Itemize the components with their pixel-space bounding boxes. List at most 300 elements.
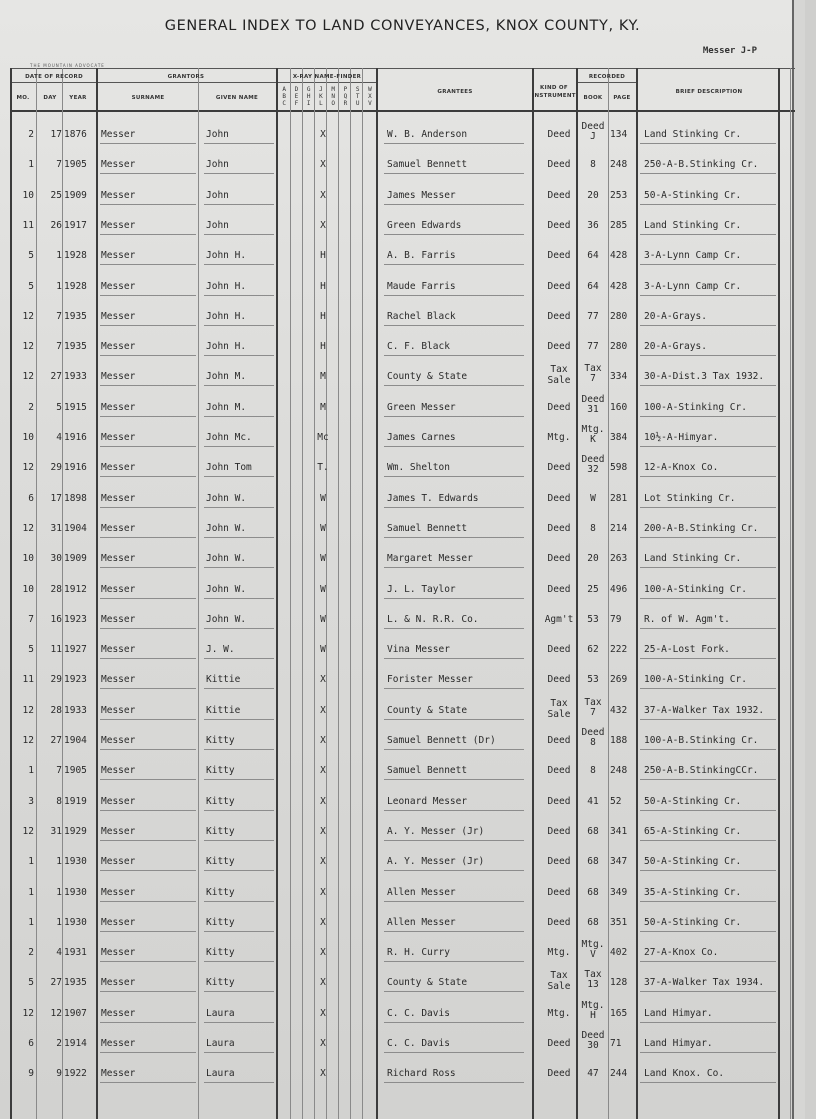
grantee-name: Richard Ross — [387, 1068, 456, 1080]
grantor-given-name: John — [206, 219, 229, 231]
instrument-kind: Deed — [547, 129, 571, 140]
grantor-given-name: Kitty — [206, 795, 235, 807]
row-underline — [384, 688, 524, 689]
finder-letter: K — [319, 93, 323, 100]
grantor-given-name: John W. — [206, 492, 247, 504]
record-month: 12 — [22, 522, 34, 534]
table-row — [0, 212, 805, 242]
row-underline — [204, 325, 274, 326]
table-row — [0, 939, 805, 969]
record-month: 1 — [28, 765, 34, 777]
record-day: 2 — [56, 1038, 62, 1049]
table-row — [0, 697, 805, 727]
record-month: 2 — [28, 947, 34, 959]
record-day: 27 — [50, 371, 62, 383]
row-underline — [384, 870, 524, 871]
table-row — [0, 909, 805, 939]
record-day: 29 — [50, 462, 62, 474]
brief-description: 50-A-Stinking Cr. — [644, 916, 742, 928]
instrument-kind: Deed — [547, 765, 571, 777]
row-underline — [204, 507, 274, 508]
row-underline — [100, 385, 196, 386]
grantee-name: J. L. Taylor — [387, 583, 456, 595]
grantor-given-name: John Tom — [206, 462, 252, 474]
record-book: W — [590, 492, 596, 504]
row-underline — [384, 385, 524, 386]
row-underline — [100, 325, 196, 326]
table-row — [0, 242, 805, 272]
grantor-given-name: Kittie — [206, 704, 241, 716]
record-month: 6 — [28, 492, 34, 504]
finder-mark: M — [320, 401, 326, 413]
record-book: 8 — [590, 765, 596, 777]
record-page: 402 — [610, 947, 628, 959]
record-page: 428 — [610, 250, 628, 262]
record-month: 11 — [22, 674, 34, 686]
row-underline — [204, 446, 274, 447]
instrument-kind: Mtg. — [547, 947, 571, 959]
row-underline — [204, 870, 274, 871]
row-underline — [384, 1082, 524, 1083]
row-underline — [640, 173, 776, 174]
record-day: 1 — [56, 856, 62, 868]
row-underline — [100, 416, 196, 417]
row-underline — [204, 567, 274, 568]
finder-mark: X — [320, 189, 326, 201]
finder-mark: X — [320, 1007, 326, 1019]
brief-description: 3-A-Lynn Camp Cr. — [644, 250, 742, 262]
finder-letter-row — [278, 93, 376, 100]
record-month: 12 — [22, 704, 34, 716]
grantor-surname: Messer — [101, 462, 136, 474]
row-underline — [384, 446, 524, 447]
record-month: 12 — [22, 735, 34, 746]
record-book: 68 — [587, 856, 599, 868]
header-xray-finder: X-RAY NAME-FINDER — [292, 74, 362, 80]
finder-mark: X — [320, 1068, 326, 1080]
header-grantees: GRANTEES — [437, 89, 473, 95]
record-book: 13 — [587, 979, 599, 991]
finder-letter: J — [319, 86, 323, 93]
row-underline — [640, 204, 776, 205]
row-underline — [204, 598, 274, 599]
row-underline — [640, 658, 776, 659]
row-underline — [640, 234, 776, 235]
record-day: 11 — [50, 644, 62, 656]
record-page: 222 — [610, 644, 628, 656]
table-row — [0, 576, 805, 606]
record-page: 244 — [610, 1068, 628, 1080]
grantor-given-name: Kittie — [206, 674, 241, 686]
grantor-surname: Messer — [101, 189, 136, 201]
record-page: 165 — [610, 1007, 628, 1019]
record-month: 10 — [22, 432, 34, 443]
table-row — [0, 879, 805, 909]
record-book: 41 — [587, 795, 599, 807]
brief-description: Land Himyar. — [644, 1007, 713, 1019]
grantor-surname: Messer — [101, 704, 136, 716]
instrument-kind: Deed — [547, 341, 571, 353]
brief-description: R. of W. Agm't. — [644, 613, 730, 625]
row-underline — [640, 991, 776, 992]
row-underline — [640, 870, 776, 871]
row-underline — [384, 658, 524, 659]
row-underline — [100, 507, 196, 508]
table-row — [0, 1000, 805, 1030]
row-underline — [640, 688, 776, 689]
row-underline — [384, 567, 524, 568]
table-row — [0, 515, 805, 545]
header-grantors: GRANTORS — [167, 74, 205, 80]
record-month: 1 — [28, 916, 34, 928]
instrument-kind: Deed — [547, 462, 571, 474]
finder-letter: X — [368, 93, 372, 100]
brief-description: 20-A-Grays. — [644, 310, 707, 322]
record-month: 3 — [28, 795, 34, 807]
record-month: 12 — [22, 825, 34, 837]
finder-letter: N — [331, 93, 335, 100]
book-note: Deed — [581, 454, 605, 466]
record-year: 1917 — [64, 219, 87, 231]
instrument-kind: Agm't — [544, 613, 574, 625]
grantor-surname: Messer — [101, 280, 136, 292]
brief-description: 3-A-Lynn Camp Cr. — [644, 280, 742, 292]
finder-mark: X — [320, 856, 326, 868]
record-year: 1922 — [64, 1068, 87, 1080]
table-row — [0, 394, 805, 424]
publisher-imprint: THE MOUNTAIN ADVOCATE — [30, 63, 105, 68]
row-underline — [100, 476, 196, 477]
brief-description: Land Knox. Co. — [644, 1068, 725, 1080]
record-month: 5 — [28, 250, 34, 262]
brief-description: 100-A-B.Stinking Cr. — [644, 735, 759, 746]
record-page: 134 — [610, 129, 628, 140]
table-row — [0, 454, 805, 484]
record-page: 280 — [610, 341, 628, 353]
grantor-given-name: Kitty — [206, 825, 235, 837]
table-row — [0, 303, 805, 333]
row-underline — [100, 628, 196, 629]
record-year: 1928 — [64, 250, 87, 262]
finder-letter: V — [368, 100, 372, 107]
brief-description: Land Stinking Cr. — [644, 219, 742, 231]
book-note: Mtg. — [581, 424, 605, 435]
record-day: 1 — [56, 886, 62, 898]
finder-letter: G — [306, 86, 311, 93]
row-underline — [204, 204, 274, 205]
record-page: 128 — [610, 977, 628, 989]
row-underline — [640, 416, 776, 417]
grantor-surname: Messer — [101, 553, 136, 565]
row-underline — [384, 507, 524, 508]
finder-mark: X — [320, 765, 326, 777]
grantee-name: James Carnes — [387, 432, 456, 443]
record-page: 71 — [610, 1038, 622, 1049]
grantor-given-name: John — [206, 159, 229, 171]
row-underline — [640, 840, 776, 841]
table-row — [0, 151, 805, 181]
record-month: 5 — [28, 977, 34, 989]
row-underline — [204, 355, 274, 356]
row-underline — [384, 416, 524, 417]
grantee-name: James Messer — [387, 189, 456, 201]
record-year: 1935 — [64, 341, 87, 353]
table-row — [0, 485, 805, 515]
record-book: 64 — [587, 250, 599, 262]
record-book: 20 — [587, 189, 599, 201]
row-underline — [100, 1022, 196, 1023]
row-underline — [100, 870, 196, 871]
row-underline — [204, 173, 274, 174]
row-underline — [204, 991, 274, 992]
record-book: 7 — [590, 373, 596, 385]
instrument-kind: Deed — [547, 401, 571, 413]
row-underline — [100, 264, 196, 265]
grantee-name: L. & N. R.R. Co. — [387, 613, 479, 625]
grantor-given-name: Kitty — [206, 977, 235, 989]
row-underline — [204, 810, 274, 811]
record-year: 1933 — [64, 371, 87, 383]
row-underline — [640, 143, 776, 144]
header-book: BOOK — [583, 95, 603, 101]
record-book: 68 — [587, 825, 599, 837]
row-underline — [100, 749, 196, 750]
row-underline — [100, 658, 196, 659]
grantor-surname: Messer — [101, 310, 136, 322]
finder-mark: X — [320, 735, 326, 746]
brief-description: 50-A-Stinking Cr. — [644, 856, 742, 868]
finder-letter: A — [282, 86, 286, 93]
row-underline — [640, 749, 776, 750]
brief-description: 100-A-Stinking Cr. — [644, 674, 747, 686]
row-underline — [204, 719, 274, 720]
record-month: 9 — [28, 1068, 34, 1080]
record-month: 1 — [28, 886, 34, 898]
grantor-given-name: John W. — [206, 553, 247, 565]
record-day: 9 — [56, 1068, 62, 1080]
record-month: 10 — [22, 189, 34, 201]
grantee-name: A. B. Farris — [387, 250, 456, 262]
row-underline — [384, 1052, 524, 1053]
record-book: 64 — [587, 280, 599, 292]
record-book: 8 — [590, 737, 596, 748]
header-mo: MO. — [16, 95, 30, 101]
finder-mark: W — [320, 553, 326, 565]
grantor-given-name: Kitty — [206, 765, 235, 777]
row-underline — [100, 598, 196, 599]
grantor-surname: Messer — [101, 341, 136, 353]
grantor-surname: Messer — [101, 825, 136, 837]
record-year: 1914 — [64, 1038, 87, 1049]
table-row — [0, 424, 805, 454]
instrument-kind: Deed — [547, 825, 571, 837]
brief-description: 12-A-Knox Co. — [644, 462, 719, 474]
record-month: 7 — [28, 613, 34, 625]
row-underline — [100, 840, 196, 841]
grantee-name: County & State — [387, 977, 468, 989]
record-month: 12 — [22, 462, 34, 474]
record-book: 77 — [587, 310, 599, 322]
rule-top — [10, 68, 795, 69]
row-underline — [100, 688, 196, 689]
row-underline — [640, 628, 776, 629]
finder-mark: M — [320, 371, 326, 383]
row-underline — [640, 325, 776, 326]
header-kind-of-instrument: KIND OF INSTRUMENT — [532, 85, 576, 99]
row-underline — [384, 719, 524, 720]
finder-mark: H — [320, 341, 326, 353]
record-page: 285 — [610, 219, 628, 231]
record-day: 28 — [50, 583, 62, 595]
brief-description: 100-A-Stinking Cr. — [644, 401, 747, 413]
grantor-surname: Messer — [101, 977, 136, 989]
finder-mark: X — [320, 704, 326, 716]
grantor-surname: Messer — [101, 492, 136, 504]
record-day: 1 — [56, 250, 62, 262]
record-year: 1928 — [64, 280, 87, 292]
grantor-given-name: Laura — [206, 1007, 235, 1019]
brief-description: 200-A-B.Stinking Cr. — [644, 522, 759, 534]
finder-mark: X — [320, 795, 326, 807]
grantee-name: Allen Messer — [387, 886, 456, 898]
row-underline — [204, 234, 274, 235]
finder-letter: F — [294, 100, 299, 107]
table-row — [0, 757, 805, 787]
record-day: 28 — [50, 704, 62, 716]
grantee-name: A. Y. Messer (Jr) — [387, 856, 485, 868]
grantor-surname: Messer — [101, 583, 136, 595]
book-note: Deed — [581, 1030, 605, 1041]
record-page: 349 — [610, 886, 628, 898]
record-book: 53 — [587, 613, 599, 625]
finder-letter: U — [355, 100, 360, 107]
finder-letter: D — [294, 86, 299, 93]
finder-letter: I — [306, 100, 311, 107]
instrument-kind: Deed — [547, 674, 571, 686]
record-book: J — [590, 131, 596, 142]
grantee-name: Maude Farris — [387, 280, 456, 292]
finder-letter: W — [368, 86, 372, 93]
grantee-name: Vina Messer — [387, 644, 450, 656]
brief-description: Land Himyar. — [644, 1038, 713, 1049]
grantor-given-name: John W. — [206, 522, 247, 534]
grantor-given-name: Laura — [206, 1068, 235, 1080]
row-underline — [100, 295, 196, 296]
record-year: 1912 — [64, 583, 87, 595]
row-underline — [204, 416, 274, 417]
instrument-kind: Deed — [547, 644, 571, 656]
rule-header-bottom — [10, 110, 795, 112]
record-year: 1930 — [64, 916, 87, 928]
record-day: 1 — [56, 916, 62, 928]
brief-description: 27-A-Knox Co. — [644, 947, 719, 959]
grantor-surname: Messer — [101, 916, 136, 928]
brief-description: 30-A-Dist.3 Tax 1932. — [644, 371, 765, 383]
record-book: 8 — [590, 522, 596, 534]
instrument-kind: Deed — [547, 735, 571, 746]
grantee-name: County & State — [387, 704, 468, 716]
instrument-kind: Deed — [547, 250, 571, 262]
grantee-name: Leonard Messer — [387, 795, 468, 807]
brief-description: Land Stinking Cr. — [644, 553, 742, 565]
grantor-given-name: Kitty — [206, 735, 235, 746]
instrument-kind: Deed — [547, 1038, 571, 1049]
brief-description: 20-A-Grays. — [644, 341, 707, 353]
grantor-given-name: John M. — [206, 371, 247, 383]
record-month: 12 — [22, 341, 34, 353]
record-year: 1907 — [64, 1007, 87, 1019]
book-note: Mtg. — [581, 939, 605, 951]
finder-letter: T — [355, 93, 360, 100]
record-book: 32 — [587, 464, 599, 476]
brief-description: 65-A-Stinking Cr. — [644, 825, 742, 837]
record-book: 47 — [587, 1068, 599, 1080]
finder-mark: X — [320, 947, 326, 959]
record-page: 79 — [610, 613, 622, 625]
grantor-given-name: Kitty — [206, 856, 235, 868]
record-page: 269 — [610, 674, 628, 686]
row-underline — [640, 476, 776, 477]
record-year: 1876 — [64, 129, 87, 140]
record-page: 347 — [610, 856, 628, 868]
row-underline — [640, 598, 776, 599]
finder-mark: W — [320, 644, 326, 656]
finder-letter: B — [282, 93, 286, 100]
record-year: 1919 — [64, 795, 87, 807]
grantor-surname: Messer — [101, 1038, 136, 1049]
grantee-name: C. C. Davis — [387, 1038, 450, 1049]
record-book: 7 — [590, 706, 596, 718]
grantor-given-name: John H. — [206, 310, 247, 322]
grantor-given-name: John — [206, 189, 229, 201]
grantor-surname: Messer — [101, 735, 136, 746]
grantor-given-name: Laura — [206, 1038, 235, 1049]
table-row — [0, 848, 805, 878]
row-underline — [100, 1082, 196, 1083]
row-underline — [384, 1022, 524, 1023]
record-month: 10 — [22, 553, 34, 565]
rule-subhead — [10, 82, 376, 83]
row-underline — [640, 1052, 776, 1053]
instrument-kind: Deed — [547, 280, 571, 292]
row-underline — [100, 779, 196, 780]
record-page: 160 — [610, 401, 628, 413]
record-day: 7 — [56, 341, 62, 353]
row-underline — [640, 961, 776, 962]
record-day: 29 — [50, 674, 62, 686]
header-year: YEAR — [69, 95, 87, 101]
record-book: 53 — [587, 674, 599, 686]
record-day: 4 — [56, 432, 62, 443]
row-underline — [204, 1082, 274, 1083]
record-book: 31 — [587, 403, 599, 415]
row-underline — [640, 1082, 776, 1083]
row-underline — [204, 961, 274, 962]
record-book: 30 — [587, 1040, 599, 1051]
row-underline — [204, 779, 274, 780]
record-year: 1898 — [64, 492, 87, 504]
table-row — [0, 818, 805, 848]
brief-description: 25-A-Lost Fork. — [644, 644, 730, 656]
instrument-kind: Mtg. — [547, 1007, 571, 1019]
record-page: 384 — [610, 432, 628, 443]
grantor-given-name: J. W. — [206, 644, 235, 656]
finder-letter-row — [278, 100, 376, 107]
finder-mark: T. — [317, 462, 329, 474]
record-year: 1927 — [64, 644, 87, 656]
grantor-surname: Messer — [101, 613, 136, 625]
record-day: 7 — [56, 310, 62, 322]
